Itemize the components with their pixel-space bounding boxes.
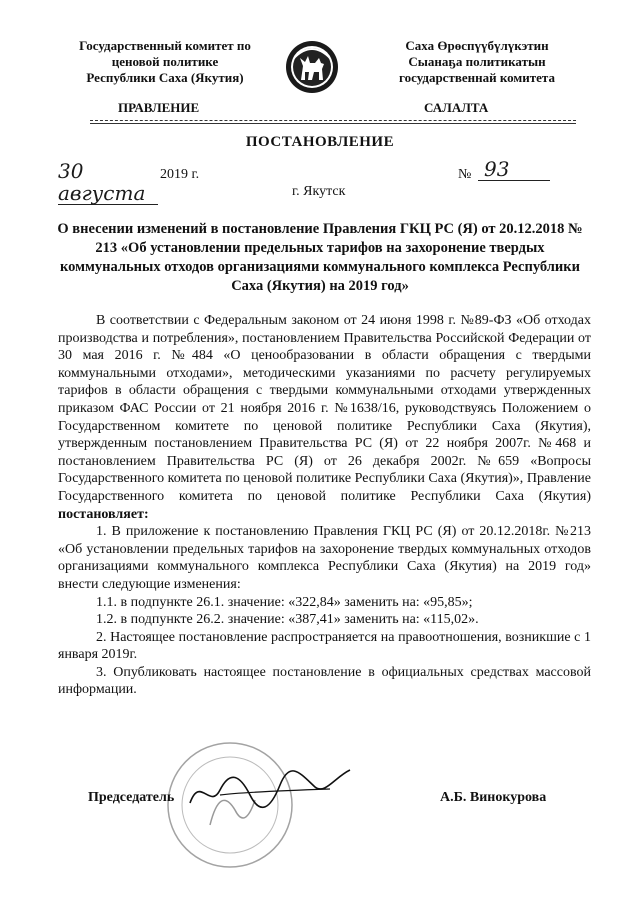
- org-name-line: Саха Өрөспүүбүлүкэтин: [405, 38, 549, 53]
- document-body: [58, 312, 591, 699]
- board-label-russian: ПРАВЛЕНИЕ: [118, 100, 200, 115]
- resolves-word: постановляет:: [58, 506, 149, 522]
- org-name-line: ценовой политике: [111, 54, 219, 69]
- clause-1-1: 1.1. в подпункте 26.1. значение: «322,84» заменить на: «95,85»;: [96, 594, 473, 610]
- org-name-line: Сыанаҕа политикатын: [408, 54, 546, 69]
- header-divider: [90, 120, 576, 121]
- org-name-line: Государственный комитет по: [79, 38, 251, 53]
- handwritten-number: 93: [478, 158, 550, 181]
- handwritten-date: 30 августа: [58, 160, 158, 205]
- org-name-yakut: [372, 38, 582, 86]
- org-name-line: государственнай комитета: [399, 70, 555, 85]
- date-year: 2019 г.: [160, 167, 200, 182]
- preamble-text: В соответствии с Федеральным законом от 24 июня 1998 г. №89-ФЗ «Об отходах производства и потребления», постановлением Правительства Российской Федерации от 30 мая 2016 г. №484 «О ценообразовании в области обращения с твердыми коммунальными отходами», методическими указаниями по расчету регулируемых тарифов в области обращения с твердыми коммунальными отходами утвержденных приказом ФАС России от 21 ноября 2016 г. №1638/16, руководствуясь Положением о Государственном комитете по ценовой политике Республики Саха (Якутия), утвержденным постановлением Правительства РС (Я) от 22 ноября 2007г. №468 и постановлением Правительства РС (Я) от 26 декабря 2002г. №659 «Вопросы Государственного комитета по ценовой политике Республики Саха (Якутия)», Правление Государственного комитета по ценовой политике Республики Саха (Якутия): [58, 313, 591, 504]
- clause-3: 3. Опубликовать настоящее постановление в официальных средствах массовой информации.: [58, 664, 591, 698]
- signer-title: Председатель: [88, 790, 175, 805]
- org-name-russian: [60, 38, 270, 86]
- handwritten-signature: [180, 765, 360, 815]
- org-name-line: Республики Саха (Якутия): [86, 70, 244, 85]
- document-title: ПОСТАНОВЛЕНИЕ: [245, 134, 395, 150]
- clause-1: 1. В приложение к постановлению Правления ГКЦ РС (Я) от 20.12.2018г. №213 «Об установлении предельных тарифов на захоронение твердых коммунальных отходов организациями коммунального комплекса Республики Саха (Якутия) на 2019 год» внести следующие изменения:: [58, 524, 591, 592]
- coat-of-arms-emblem: [284, 36, 340, 98]
- clause-2: 2. Настоящее постановление распространяется на правоотношения, возникшие с 1 января 2019г.: [58, 629, 591, 663]
- clause-1-2: 1.2. в подпункте 26.2. значение: «387,41» заменить на: «115,02».: [96, 612, 479, 628]
- preamble-paragraph: [58, 312, 591, 523]
- board-label-yakut: САЛАЛТА: [424, 100, 489, 115]
- resolution-heading: О внесении изменений в постановление Правления ГКЦ РС (Я) от 20.12.2018 № 213 «Об установлении предельных тарифов на захоронение твердых коммунальных отходов организациями коммунального комплекса Республики Саха (Якутия) на 2019 год»: [57, 221, 583, 294]
- header-divider: [90, 123, 576, 124]
- number-label: №: [458, 167, 472, 182]
- city: г. Якутск: [292, 184, 346, 199]
- signer-name: А.Б. Винокурова: [440, 790, 547, 805]
